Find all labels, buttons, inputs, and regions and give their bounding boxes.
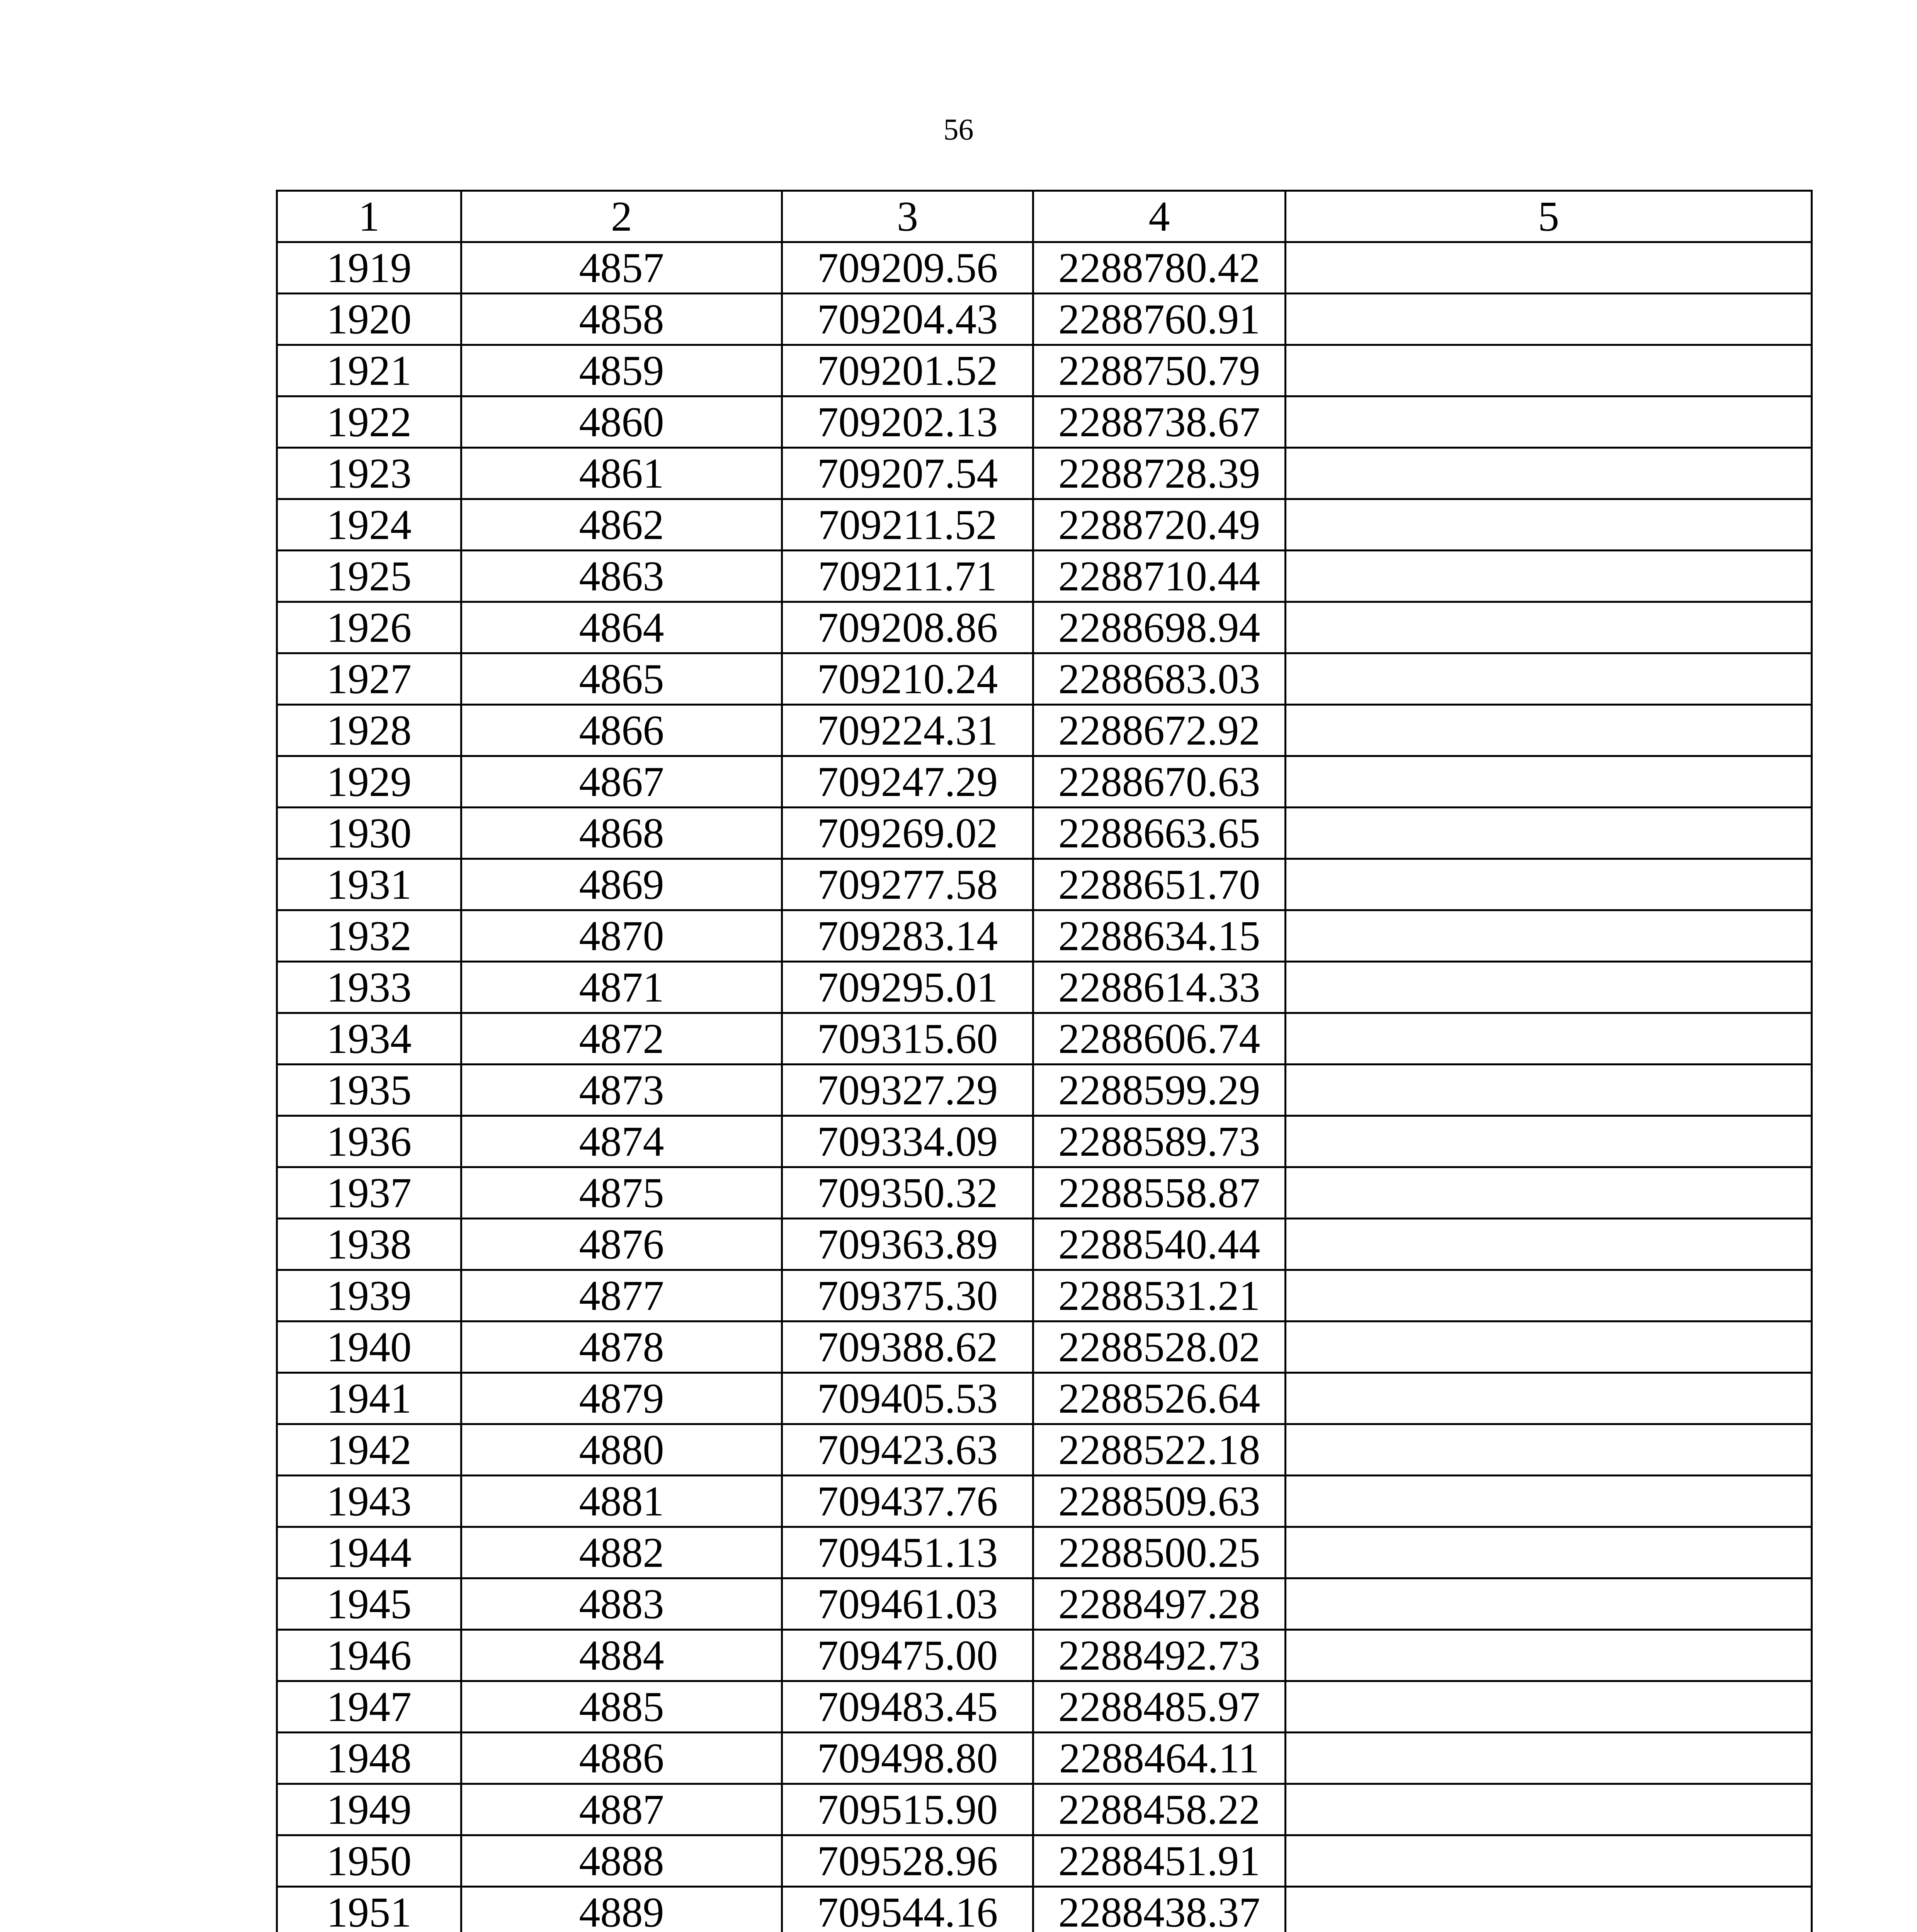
x-coordinate-cell: 709544.16	[782, 1887, 1033, 1932]
note-cell	[1286, 396, 1812, 448]
y-coordinate-cell: 2288720.49	[1033, 499, 1286, 551]
x-coordinate-cell: 709461.03	[782, 1578, 1033, 1630]
x-coordinate-cell: 709405.53	[782, 1373, 1033, 1424]
point-number-cell: 4886	[461, 1733, 782, 1784]
x-coordinate-cell: 709483.45	[782, 1681, 1033, 1733]
point-number-cell: 4860	[461, 396, 782, 448]
point-number-cell: 4863	[461, 551, 782, 602]
y-coordinate-cell: 2288451.91	[1033, 1835, 1286, 1887]
note-cell	[1286, 242, 1812, 294]
point-number-cell: 4858	[461, 294, 782, 345]
row-number-cell: 1941	[277, 1373, 461, 1424]
row-number-cell: 1938	[277, 1219, 461, 1270]
table-row	[277, 396, 1812, 448]
y-coordinate-cell: 2288485.97	[1033, 1681, 1286, 1733]
x-coordinate-cell: 709201.52	[782, 345, 1033, 396]
note-cell	[1286, 1681, 1812, 1733]
y-coordinate-cell: 2288500.25	[1033, 1527, 1286, 1578]
table-row	[277, 1321, 1812, 1373]
table-row	[277, 602, 1812, 653]
point-number-cell: 4857	[461, 242, 782, 294]
x-coordinate-cell: 709375.30	[782, 1270, 1033, 1321]
note-cell	[1286, 294, 1812, 345]
note-cell	[1286, 448, 1812, 499]
row-number-cell: 1943	[277, 1476, 461, 1527]
point-number-cell: 4859	[461, 345, 782, 396]
table-row	[277, 1527, 1812, 1578]
table-row	[277, 1167, 1812, 1219]
row-number-cell: 1946	[277, 1630, 461, 1681]
table-row	[277, 1116, 1812, 1167]
table-row	[277, 1733, 1812, 1784]
row-number-cell: 1936	[277, 1116, 461, 1167]
y-coordinate-cell: 2288663.65	[1033, 808, 1286, 859]
x-coordinate-cell: 709363.89	[782, 1219, 1033, 1270]
point-number-cell: 4888	[461, 1835, 782, 1887]
row-number-cell: 1926	[277, 602, 461, 653]
header-cell-3: 3	[782, 191, 1033, 242]
note-cell	[1286, 499, 1812, 551]
x-coordinate-cell: 709210.24	[782, 653, 1033, 705]
y-coordinate-cell: 2288438.37	[1033, 1887, 1286, 1932]
point-number-cell: 4885	[461, 1681, 782, 1733]
x-coordinate-cell: 709269.02	[782, 808, 1033, 859]
point-number-cell: 4865	[461, 653, 782, 705]
y-coordinate-cell: 2288760.91	[1033, 294, 1286, 345]
x-coordinate-cell: 709423.63	[782, 1424, 1033, 1476]
note-cell	[1286, 1887, 1812, 1932]
note-cell	[1286, 1167, 1812, 1219]
x-coordinate-cell: 709283.14	[782, 910, 1033, 962]
row-number-cell: 1922	[277, 396, 461, 448]
point-number-cell: 4866	[461, 705, 782, 756]
point-number-cell: 4870	[461, 910, 782, 962]
x-coordinate-cell: 709211.52	[782, 499, 1033, 551]
note-cell	[1286, 551, 1812, 602]
y-coordinate-cell: 2288672.92	[1033, 705, 1286, 756]
y-coordinate-cell: 2288606.74	[1033, 1013, 1286, 1065]
y-coordinate-cell: 2288497.28	[1033, 1578, 1286, 1630]
note-cell	[1286, 1321, 1812, 1373]
table-row	[277, 653, 1812, 705]
y-coordinate-cell: 2288710.44	[1033, 551, 1286, 602]
table-row	[277, 294, 1812, 345]
y-coordinate-cell: 2288492.73	[1033, 1630, 1286, 1681]
point-number-cell: 4864	[461, 602, 782, 653]
table-row	[277, 1270, 1812, 1321]
point-number-cell: 4872	[461, 1013, 782, 1065]
table-header-row	[277, 191, 1812, 242]
row-number-cell: 1928	[277, 705, 461, 756]
point-number-cell: 4879	[461, 1373, 782, 1424]
row-number-cell: 1930	[277, 808, 461, 859]
row-number-cell: 1921	[277, 345, 461, 396]
y-coordinate-cell: 2288698.94	[1033, 602, 1286, 653]
point-number-cell: 4871	[461, 962, 782, 1013]
row-number-cell: 1944	[277, 1527, 461, 1578]
table-row	[277, 448, 1812, 499]
note-cell	[1286, 1835, 1812, 1887]
x-coordinate-cell: 709204.43	[782, 294, 1033, 345]
note-cell	[1286, 1065, 1812, 1116]
row-number-cell: 1931	[277, 859, 461, 910]
note-cell	[1286, 1013, 1812, 1065]
point-number-cell: 4877	[461, 1270, 782, 1321]
row-number-cell: 1950	[277, 1835, 461, 1887]
note-cell	[1286, 1630, 1812, 1681]
note-cell	[1286, 1424, 1812, 1476]
row-number-cell: 1923	[277, 448, 461, 499]
y-coordinate-cell: 2288683.03	[1033, 653, 1286, 705]
x-coordinate-cell: 709334.09	[782, 1116, 1033, 1167]
row-number-cell: 1949	[277, 1784, 461, 1835]
row-number-cell: 1937	[277, 1167, 461, 1219]
y-coordinate-cell: 2288540.44	[1033, 1219, 1286, 1270]
row-number-cell: 1920	[277, 294, 461, 345]
table-row	[277, 962, 1812, 1013]
point-number-cell: 4868	[461, 808, 782, 859]
row-number-cell: 1932	[277, 910, 461, 962]
y-coordinate-cell: 2288634.15	[1033, 910, 1286, 962]
y-coordinate-cell: 2288728.39	[1033, 448, 1286, 499]
table-row	[277, 756, 1812, 808]
y-coordinate-cell: 2288651.70	[1033, 859, 1286, 910]
point-number-cell: 4883	[461, 1578, 782, 1630]
note-cell	[1286, 705, 1812, 756]
note-cell	[1286, 345, 1812, 396]
point-number-cell: 4882	[461, 1527, 782, 1578]
row-number-cell: 1929	[277, 756, 461, 808]
point-number-cell: 4875	[461, 1167, 782, 1219]
x-coordinate-cell: 709224.31	[782, 705, 1033, 756]
table-row	[277, 1578, 1812, 1630]
y-coordinate-cell: 2288509.63	[1033, 1476, 1286, 1527]
note-cell	[1286, 1476, 1812, 1527]
x-coordinate-cell: 709247.29	[782, 756, 1033, 808]
x-coordinate-cell: 709277.58	[782, 859, 1033, 910]
note-cell	[1286, 602, 1812, 653]
header-cell-4: 4	[1033, 191, 1286, 242]
table-row	[277, 1681, 1812, 1733]
row-number-cell: 1919	[277, 242, 461, 294]
table-row	[277, 1219, 1812, 1270]
x-coordinate-cell: 709211.71	[782, 551, 1033, 602]
x-coordinate-cell: 709327.29	[782, 1065, 1033, 1116]
point-number-cell: 4881	[461, 1476, 782, 1527]
note-cell	[1286, 1527, 1812, 1578]
x-coordinate-cell: 709515.90	[782, 1784, 1033, 1835]
row-number-cell: 1939	[277, 1270, 461, 1321]
y-coordinate-cell: 2288458.22	[1033, 1784, 1286, 1835]
table-row	[277, 1013, 1812, 1065]
table-row	[277, 1784, 1812, 1835]
row-number-cell: 1940	[277, 1321, 461, 1373]
row-number-cell: 1947	[277, 1681, 461, 1733]
y-coordinate-cell: 2288614.33	[1033, 962, 1286, 1013]
note-cell	[1286, 756, 1812, 808]
table-row	[277, 1887, 1812, 1932]
point-number-cell: 4861	[461, 448, 782, 499]
y-coordinate-cell: 2288589.73	[1033, 1116, 1286, 1167]
table-row	[277, 1835, 1812, 1887]
table-row	[277, 1373, 1812, 1424]
x-coordinate-cell: 709295.01	[782, 962, 1033, 1013]
x-coordinate-cell: 709207.54	[782, 448, 1033, 499]
y-coordinate-cell: 2288528.02	[1033, 1321, 1286, 1373]
row-number-cell: 1933	[277, 962, 461, 1013]
x-coordinate-cell: 709498.80	[782, 1733, 1033, 1784]
note-cell	[1286, 1219, 1812, 1270]
row-number-cell: 1924	[277, 499, 461, 551]
page-number: 56	[943, 112, 974, 146]
table-body	[277, 191, 1812, 1932]
table-row	[277, 1476, 1812, 1527]
table-row	[277, 242, 1812, 294]
header-cell-5: 5	[1286, 191, 1812, 242]
note-cell	[1286, 910, 1812, 962]
coordinates-table	[276, 190, 1813, 1932]
point-number-cell: 4867	[461, 756, 782, 808]
header-cell-2: 2	[461, 191, 782, 242]
point-number-cell: 4876	[461, 1219, 782, 1270]
note-cell	[1286, 653, 1812, 705]
point-number-cell: 4862	[461, 499, 782, 551]
x-coordinate-cell: 709528.96	[782, 1835, 1033, 1887]
x-coordinate-cell: 709209.56	[782, 242, 1033, 294]
point-number-cell: 4884	[461, 1630, 782, 1681]
note-cell	[1286, 1116, 1812, 1167]
table-row	[277, 499, 1812, 551]
row-number-cell: 1934	[277, 1013, 461, 1065]
table-row	[277, 345, 1812, 396]
y-coordinate-cell: 2288464.11	[1033, 1733, 1286, 1784]
x-coordinate-cell: 709202.13	[782, 396, 1033, 448]
note-cell	[1286, 1578, 1812, 1630]
point-number-cell: 4873	[461, 1065, 782, 1116]
x-coordinate-cell: 709350.32	[782, 1167, 1033, 1219]
y-coordinate-cell: 2288670.63	[1033, 756, 1286, 808]
table-row	[277, 808, 1812, 859]
note-cell	[1286, 1270, 1812, 1321]
point-number-cell: 4889	[461, 1887, 782, 1932]
row-number-cell: 1951	[277, 1887, 461, 1932]
y-coordinate-cell: 2288522.18	[1033, 1424, 1286, 1476]
x-coordinate-cell: 709208.86	[782, 602, 1033, 653]
table-row	[277, 1630, 1812, 1681]
point-number-cell: 4874	[461, 1116, 782, 1167]
row-number-cell: 1942	[277, 1424, 461, 1476]
note-cell	[1286, 1784, 1812, 1835]
y-coordinate-cell: 2288558.87	[1033, 1167, 1286, 1219]
point-number-cell: 4887	[461, 1784, 782, 1835]
table-row	[277, 910, 1812, 962]
note-cell	[1286, 808, 1812, 859]
x-coordinate-cell: 709451.13	[782, 1527, 1033, 1578]
note-cell	[1286, 1373, 1812, 1424]
table-row	[277, 551, 1812, 602]
point-number-cell: 4880	[461, 1424, 782, 1476]
y-coordinate-cell: 2288526.64	[1033, 1373, 1286, 1424]
note-cell	[1286, 1733, 1812, 1784]
x-coordinate-cell: 709315.60	[782, 1013, 1033, 1065]
table-row	[277, 859, 1812, 910]
row-number-cell: 1948	[277, 1733, 461, 1784]
y-coordinate-cell: 2288531.21	[1033, 1270, 1286, 1321]
note-cell	[1286, 859, 1812, 910]
y-coordinate-cell: 2288599.29	[1033, 1065, 1286, 1116]
table-row	[277, 705, 1812, 756]
table-row	[277, 1065, 1812, 1116]
row-number-cell: 1945	[277, 1578, 461, 1630]
header-cell-1: 1	[277, 191, 461, 242]
table-row	[277, 1424, 1812, 1476]
row-number-cell: 1925	[277, 551, 461, 602]
x-coordinate-cell: 709475.00	[782, 1630, 1033, 1681]
row-number-cell: 1935	[277, 1065, 461, 1116]
y-coordinate-cell: 2288750.79	[1033, 345, 1286, 396]
point-number-cell: 4869	[461, 859, 782, 910]
x-coordinate-cell: 709437.76	[782, 1476, 1033, 1527]
y-coordinate-cell: 2288780.42	[1033, 242, 1286, 294]
x-coordinate-cell: 709388.62	[782, 1321, 1033, 1373]
note-cell	[1286, 962, 1812, 1013]
y-coordinate-cell: 2288738.67	[1033, 396, 1286, 448]
row-number-cell: 1927	[277, 653, 461, 705]
point-number-cell: 4878	[461, 1321, 782, 1373]
